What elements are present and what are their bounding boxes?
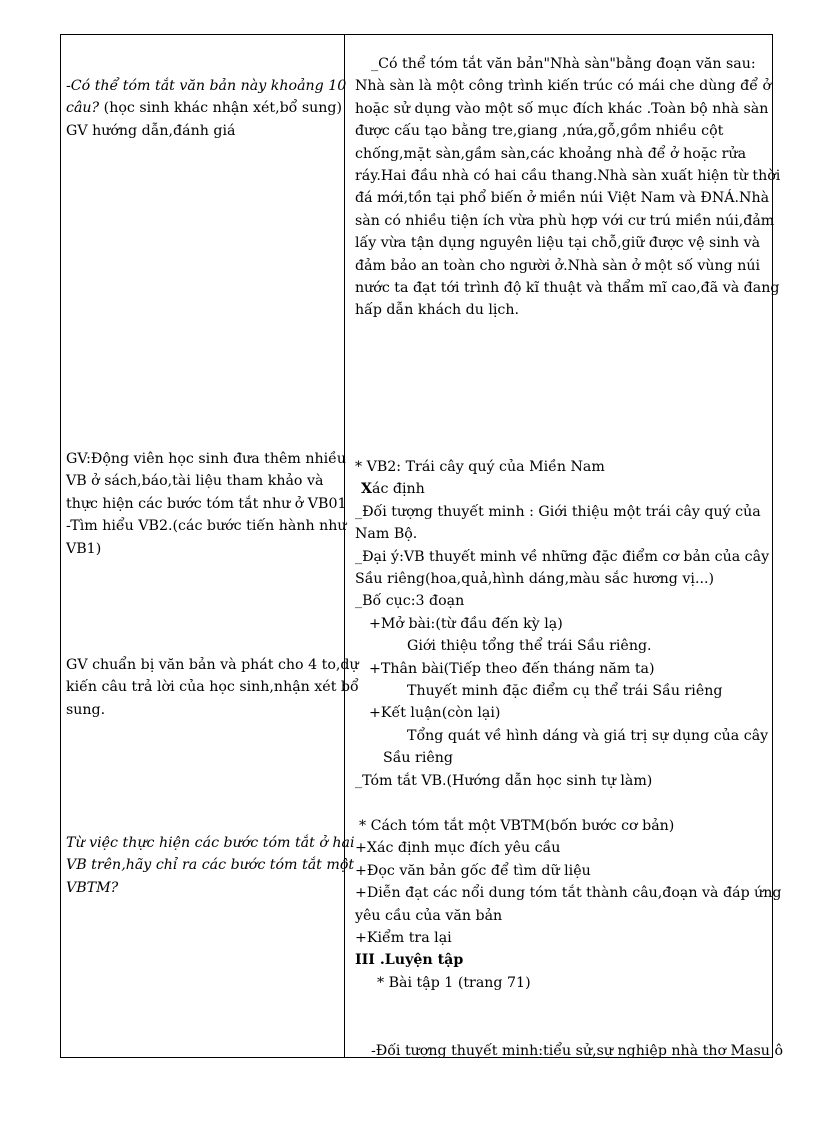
ket-luan-desc: Sầu riêng	[383, 750, 453, 767]
tom-tat-line: _Tóm tắt VB.(Hướng dẫn học sinh tự làm)	[355, 772, 653, 789]
summary-line: hoặc sử dụng vào một số mục đích khác .Toàn bộ nhà sàn	[355, 100, 769, 117]
bai-tap-line: * Bài tập 1 (trang 71)	[377, 974, 531, 991]
dai-y-line: Sầu riêng(hoa,quả,hình dáng,màu sắc hương vị...)	[355, 571, 715, 588]
question-line-1: -Có thể tóm tắt văn bản này khoảng 10	[66, 78, 347, 94]
summary-intro: _Có thể tóm tắt văn bản"Nhà sàn"bằng đoạn văn sau:	[371, 56, 756, 72]
step-line: +Xác định mục đích yêu cầu	[355, 840, 561, 857]
than-bai-desc: Thuyết minh đặc điểm cụ thể trái Sầu riêng	[407, 683, 723, 700]
mo-bai-desc: Giới thiệu tổng thể trái Sầu riêng.	[407, 638, 652, 655]
dai-y-line: _Đại ý:VB thuyết minh về những đặc điểm cơ bản của cây	[355, 548, 770, 565]
luyen-tap-last-line	[355, 1040, 783, 1062]
doi-tuong-line: Nam Bộ.	[355, 526, 418, 543]
text-line: -Tìm hiểu VB2.(các bước tiến hành như	[66, 518, 347, 535]
text-line: VB1)	[66, 540, 102, 557]
doi-tuong-line: _Đối tượng thuyết minh : Giới thiệu một trái cây quý của	[355, 503, 761, 520]
question-line-2: câu? (học sinh khác nhận xét,bổ sung)	[66, 100, 343, 117]
luyen-tap-heading: III .Luyện tập	[355, 952, 464, 969]
bo-cuc-line: _Bố cục:3 đoạn	[355, 593, 465, 610]
text-line: VBTM?	[66, 879, 119, 896]
mo-bai-line: +Mở bài:(từ đầu đến kỳ lạ)	[369, 615, 563, 632]
text-line: kiến câu trả lời của học sinh,nhận xét bổ	[66, 679, 359, 696]
text-line: Từ việc thực hiện các bước tóm tắt ở hai	[66, 835, 355, 851]
doi-tuong-masuo-line: -Đối tượng thuyết minh:tiểu sử,sự nghiệp nhà thơ Masu ô	[371, 1043, 783, 1059]
xac-dinh-label: Xác định	[361, 481, 425, 498]
step-line: +Đọc văn bản gốc để tìm dữ liệu	[355, 862, 591, 879]
summary-line: sàn có nhiều tiện ích vừa phù hợp với cư trú miền núi,đảm	[355, 212, 775, 229]
summary-line: đá mới,tồn tại phổ biến ở miền núi Việt Nam và ĐNÁ.Nhà	[355, 190, 770, 207]
summary-line: ráy.Hai đầu nhà có hai cầu thang.Nhà sàn xuất hiện từ thời	[355, 168, 781, 185]
text-line: VB ở sách,báo,tài liệu tham khảo và	[66, 473, 324, 490]
teacher-activity-block-1	[66, 75, 347, 142]
step-line: +Diễn đạt các nổi dung tóm tắt thành câu,đoạn và đáp ứng	[355, 885, 782, 902]
column-divider	[344, 34, 345, 1058]
cach-tom-tat-section	[355, 815, 782, 994]
summary-line: Nhà sàn là một công trình kiến trúc có mái che dùng để ở	[355, 78, 771, 95]
ket-luan-desc: Tổng quát về hình dáng và giá trị sự dụng của cây	[407, 727, 769, 744]
summary-line: đảm bảo an toàn cho người ở.Nhà sàn ở một số vùng núi	[355, 257, 761, 274]
vb2-section	[355, 456, 769, 792]
summary-line: lấy vừa tận dụng nguyên liệu tại chỗ,giữ được vệ sinh và	[355, 235, 761, 252]
teacher-question-block-4	[66, 832, 355, 899]
summary-line: chống,mặt sàn,gầm sàn,các khoảng nhà để ở hoặc rửa	[355, 145, 747, 162]
text-line: GV:Động viên học sinh đưa thêm nhiều	[66, 451, 347, 467]
cach-tom-tat-heading: * Cách tóm tắt một VBTM(bốn bước cơ bản)	[359, 818, 675, 834]
teacher-activity-block-3	[66, 654, 359, 721]
text-line: VB trên,hãy chỉ ra các bước tóm tắt một	[66, 857, 355, 874]
step-line: +Kiểm tra lại	[355, 930, 452, 947]
text-line: thực hiện các bước tóm tắt như ở VB01	[66, 495, 347, 512]
ket-luan-line: +Kết luận(còn lại)	[369, 705, 501, 722]
vb2-heading: * VB2: Trái cây quý của Miền Nam	[355, 459, 605, 475]
summary-line: được cấu tạo bằng tre,giang ,nứa,gỗ,gồm nhiều cột	[355, 123, 724, 140]
step-line: yêu cầu của văn bản	[355, 907, 503, 924]
nha-san-summary	[355, 53, 781, 322]
teacher-activity-block-2	[66, 448, 347, 560]
text-line: GV chuẩn bị văn bản và phát cho 4 to,dự	[66, 657, 359, 673]
summary-line: nước ta đạt tới trình độ kĩ thuật và thẩm mĩ cao,đã và đang	[355, 280, 780, 297]
guidance-line: GV hướng dẫn,đánh giá	[66, 122, 236, 139]
than-bai-line: +Thân bài(Tiếp theo đến tháng năm ta)	[369, 660, 655, 677]
summary-line: hấp dẫn khách du lịch.	[355, 302, 520, 319]
text-line: sung.	[66, 701, 106, 718]
